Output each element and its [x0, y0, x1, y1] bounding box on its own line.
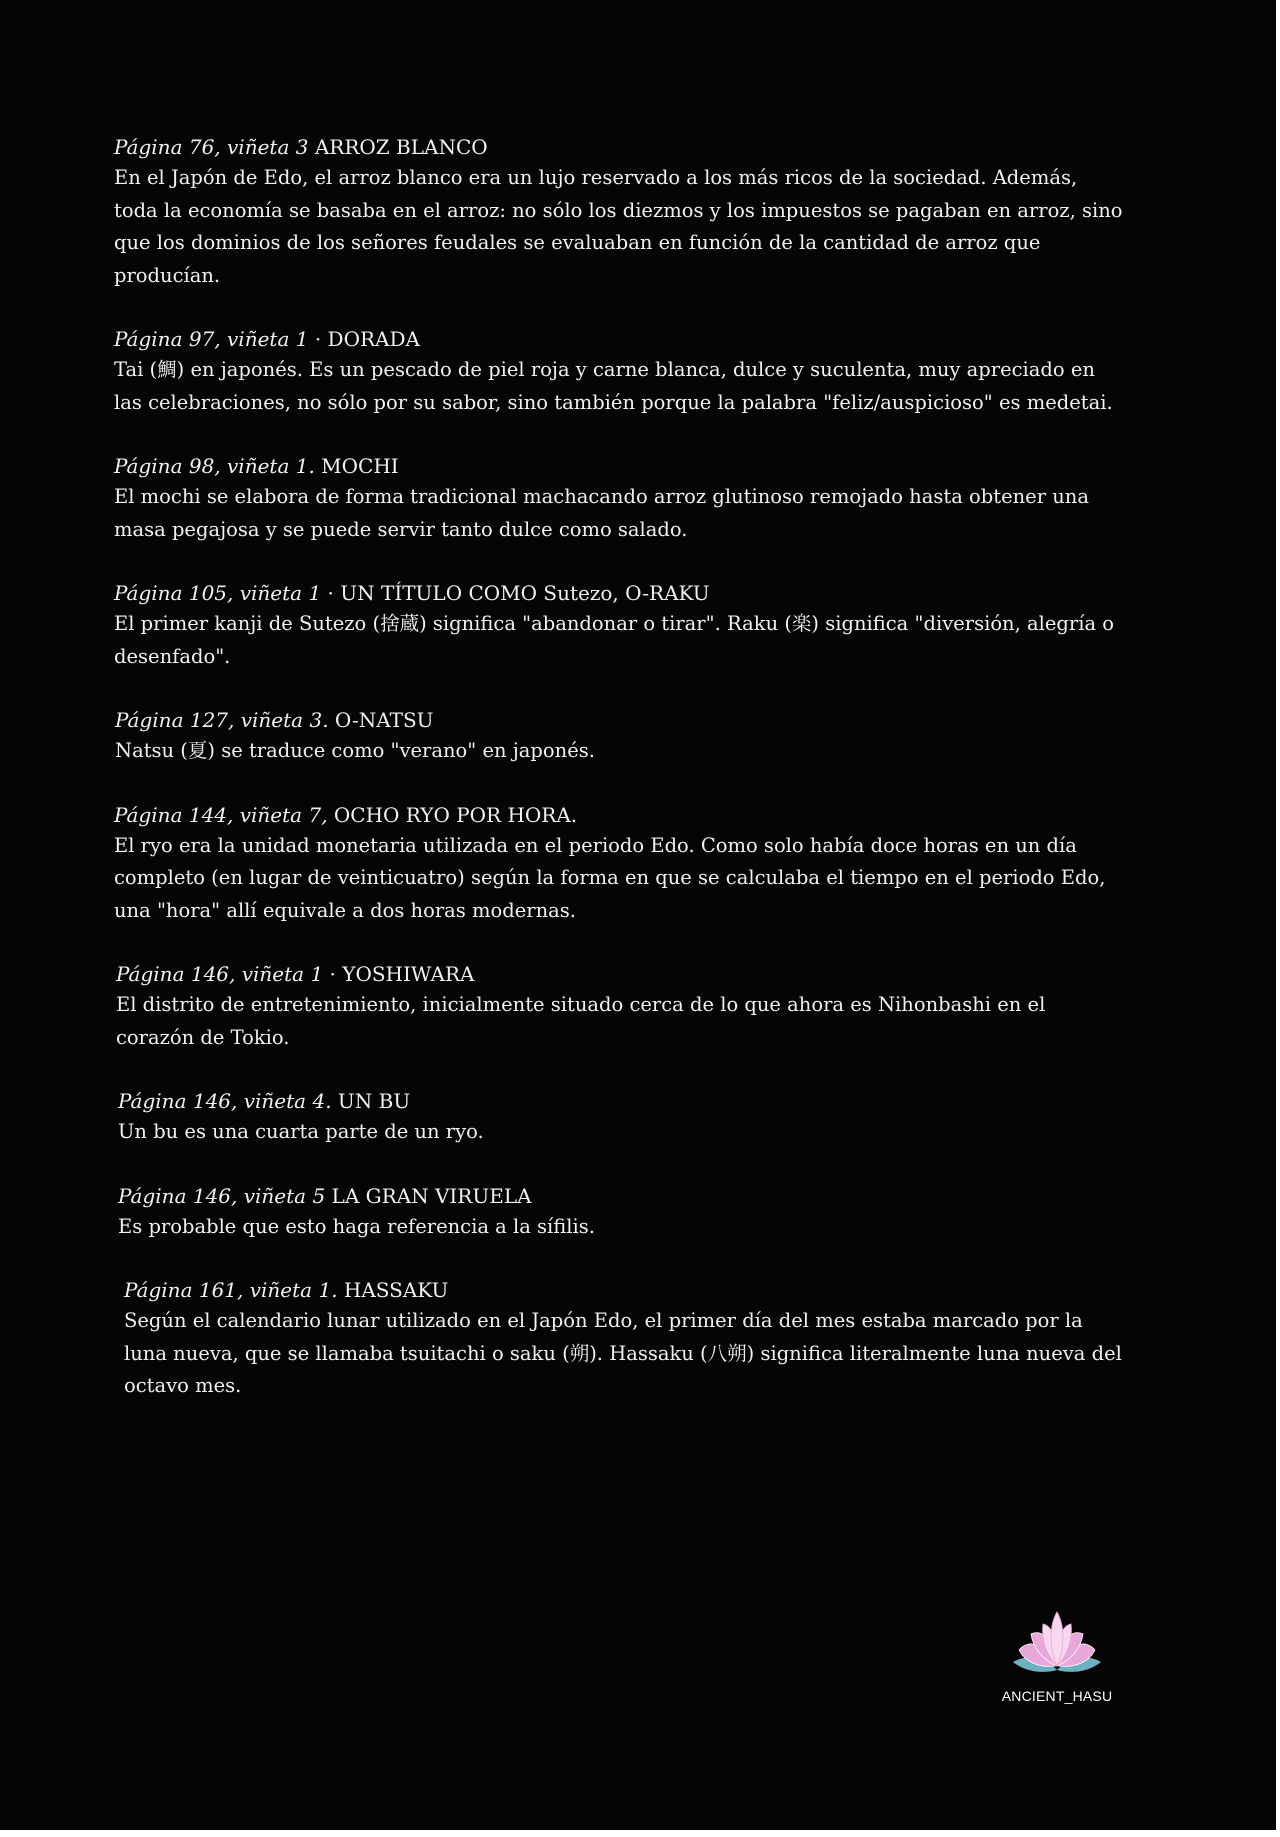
- note-reference: Página 98, viñeta 1.: [114, 454, 315, 478]
- note-heading: [116, 959, 1124, 989]
- note-title: ARROZ BLANCO: [308, 135, 488, 159]
- note-text: Según el calendario lunar utilizado en el Japón Edo, el primer día del mes estaba marcado por la luna nueva, que se llamaba tsuitachi o saku (朔). Hassaku (八朔) significa literalmente luna nueva del octavo mes.: [124, 1309, 1122, 1397]
- note-reference: Página 127, viñeta 3.: [115, 708, 329, 732]
- note-o-natsu: [115, 705, 1124, 768]
- note-arroz-blanco: [114, 132, 1124, 292]
- note-mochi: [114, 451, 1124, 546]
- lotus-flower-icon: [1009, 1604, 1105, 1684]
- note-heading: [118, 1086, 1124, 1116]
- note-heading: [114, 578, 1124, 608]
- note-heading: [114, 324, 1124, 354]
- note-heading: [114, 132, 1124, 162]
- note-text: Un bu es una cuarta parte de un ryo.: [118, 1120, 484, 1143]
- note-title: UN BU: [331, 1089, 411, 1113]
- note-reference: Página 146, viñeta 1: [116, 962, 324, 986]
- note-gran-viruela: [118, 1181, 1124, 1244]
- note-title: · UN TÍTULO COMO Sutezo, O-RAKU: [321, 581, 710, 605]
- note-heading: [115, 705, 1124, 735]
- note-reference: Página 76, viñeta 3: [114, 135, 309, 159]
- note-heading: [114, 451, 1124, 481]
- note-text: Natsu (夏) se traduce como "verano" en japonés.: [115, 739, 595, 762]
- note-ocho-ryo: [114, 800, 1124, 928]
- note-reference: Página 146, viñeta 4.: [118, 1089, 332, 1113]
- note-title: O-NATSU: [328, 708, 434, 732]
- note-text: El ryo era la unidad monetaria utilizada en el periodo Edo. Como solo había doce horas en un día completo (en lugar de veinticuatro) según la forma en que se calculaba el tiempo en el periodo Edo, una "hora" allí equivale a dos horas modernas.: [114, 833, 1106, 922]
- note-un-bu: [118, 1086, 1124, 1149]
- note-title: MOCHI: [314, 454, 399, 478]
- note-text: El mochi se elabora de forma tradicional machacando arroz glutinoso remojado hasta obtener una masa pegajosa y se puede servir tanto dulce como salado.: [114, 485, 1089, 541]
- logo-text: ANCIENT_HASU: [1001, 1688, 1113, 1704]
- note-heading: [114, 800, 1124, 830]
- note-title: · YOSHIWARA: [323, 962, 475, 986]
- note-title: OCHO RYO POR HORA.: [327, 802, 578, 827]
- note-yoshiwara: [116, 959, 1124, 1054]
- note-text: El distrito de entretenimiento, inicialmente situado cerca de lo que ahora es Nihonbashi en el corazón de Tokio.: [116, 993, 1046, 1049]
- note-dorada: [114, 324, 1124, 419]
- note-o-raku: [114, 578, 1124, 673]
- note-reference: Página 144, viñeta 7,: [114, 802, 328, 827]
- translation-notes: [114, 132, 1124, 1403]
- note-reference: Página 146, viñeta 5: [118, 1183, 326, 1208]
- note-reference: Página 97, viñeta 1: [114, 327, 309, 351]
- note-heading: [124, 1275, 1124, 1305]
- note-hassaku: [124, 1275, 1124, 1403]
- note-title: LA GRAN VIRUELA: [325, 1183, 532, 1208]
- note-text: En el Japón de Edo, el arroz blanco era un lujo reservado a los más ricos de la sociedad. Además, toda la economía se basaba en el arroz: no sólo los diezmos y los impuestos se pagaban en arroz, sino que los dominios de los señores feudales se evaluaban en función de la cantidad de arroz que producían.: [114, 166, 1123, 287]
- note-title: · DORADA: [308, 327, 420, 351]
- note-text: El primer kanji de Sutezo (捨蔵) significa "abandonar o tirar". Raku (楽) significa "diversión, alegría o desenfado".: [114, 612, 1115, 668]
- ancient-hasu-logo: [995, 1604, 1119, 1704]
- note-text: Tai (鯛) en japonés. Es un pescado de piel roja y carne blanca, dulce y suculenta, muy apreciado en las celebraciones, no sólo por su sabor, sino también porque la palabra "feliz/auspicioso" es medetai.: [114, 358, 1113, 414]
- note-heading: [118, 1181, 1124, 1211]
- note-title: HASSAKU: [337, 1278, 449, 1302]
- note-text: Es probable que esto haga referencia a la sífilis.: [118, 1214, 595, 1238]
- note-reference: Página 161, viñeta 1.: [124, 1278, 338, 1302]
- note-reference: Página 105, viñeta 1: [114, 581, 322, 605]
